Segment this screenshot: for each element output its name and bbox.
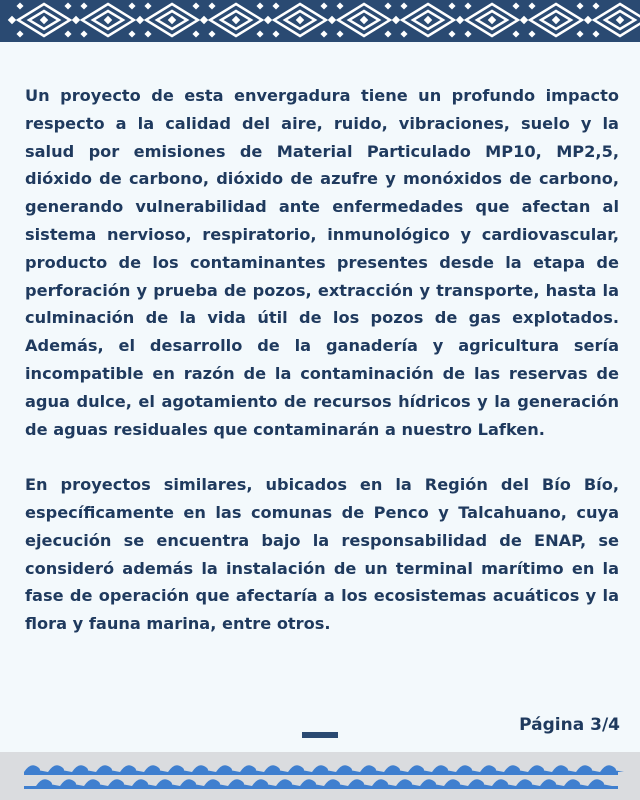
wave-crest-icon	[504, 765, 528, 773]
wave-crest-icon	[384, 765, 408, 773]
wave-crest-icon	[48, 765, 72, 773]
wave-crest-icon	[372, 779, 396, 787]
wave-crest-icon	[420, 779, 444, 787]
wave-pattern-icon	[0, 752, 640, 800]
wave-crest-icon	[192, 765, 216, 773]
wave-crest-icon	[276, 779, 300, 787]
page-divider-dash	[302, 732, 338, 738]
wave-crest-icon	[84, 779, 108, 787]
wave-crest-icon	[540, 779, 564, 787]
wave-crest-icon	[132, 779, 156, 787]
diamond-motif-icon	[592, 2, 640, 37]
connector-dot-icon	[520, 16, 528, 24]
wave-crest-icon	[324, 779, 348, 787]
page-number: Página 3/4	[519, 715, 620, 735]
wave-crest-icon	[24, 765, 48, 773]
geometric-diamond-pattern-icon	[0, 0, 640, 42]
wave-crest-icon	[408, 765, 432, 773]
diamond-motif-icon	[336, 2, 391, 37]
wave-crest-icon	[180, 779, 204, 787]
connector-dot-icon	[200, 16, 208, 24]
connector-dot-icon	[584, 16, 592, 24]
connector-dot-icon	[264, 16, 272, 24]
wave-crest-icon	[252, 779, 276, 787]
connector-dot-icon	[392, 16, 400, 24]
wave-crest-icon	[492, 779, 516, 787]
wave-crest-icon	[156, 779, 180, 787]
wave-crest-icon	[468, 779, 492, 787]
wave-crest-icon	[588, 779, 612, 787]
connector-dot-icon	[136, 16, 144, 24]
paragraph-2: En proyectos similares, ubicados en la Región del Bío Bío, específicamente en las comunas de Penco y Talcahuano, cuya ejecución se encuentra bajo la responsabilidad de ENAP, se consideró además la instalación de un terminal marítimo en la fase de operación que afectaría a los ecosistemas acuáticos y la flora y fauna marina, entre otros.	[25, 475, 619, 634]
wave-crest-icon	[264, 765, 288, 773]
wave-crest-icon	[444, 779, 468, 787]
connector-dot-icon	[456, 16, 464, 24]
wave-crest-icon	[564, 779, 588, 787]
paragraph-1: Un proyecto de esta envergadura tiene un profundo impacto respecto a la calidad del aire, ruido, vibraciones, suelo y la salud por emisiones de Material Particulado MP10, MP2,5, dióxido de carbono, dióxido de azufre y monóxidos de carbono, generando vulnerabilidad ante enfermedades que afectan al sistema nervioso, respiratorio, inmunológico y cardiovascular, producto de los contaminantes presentes desde la etapa de perforación y prueba de pozos, extracción y transporte, hasta la culminación de la vida útil de los pozos de gas explotados. Además, el desarrollo de la ganadería y agricultura sería incompatible en razón de la contaminación de las reservas de agua dulce, el agotamiento de recursos hídricos y la generación de aguas residuales que contaminarán a nuestro Lafken.	[25, 86, 619, 439]
wave-crest-icon	[120, 765, 144, 773]
wave-crest-icon	[600, 765, 624, 773]
wave-crest-icon	[60, 779, 84, 787]
diamond-motif-icon	[528, 2, 583, 37]
wave-crest-icon	[432, 765, 456, 773]
connector-dot-icon	[8, 16, 16, 24]
wave-crest-icon	[456, 765, 480, 773]
wave-crest-icon	[204, 779, 228, 787]
wave-crest-icon	[228, 779, 252, 787]
wave-crest-icon	[144, 765, 168, 773]
diamond-motif-icon	[208, 2, 263, 37]
wave-crest-icon	[396, 779, 420, 787]
wave-crest-icon	[96, 765, 120, 773]
document-body	[25, 82, 619, 638]
wave-base-line	[24, 786, 618, 789]
wave-crest-icon	[312, 765, 336, 773]
wave-crest-icon	[576, 765, 600, 773]
diamond-motif-icon	[80, 2, 135, 37]
diamond-motif-icon	[400, 2, 455, 37]
wave-crest-icon	[216, 765, 240, 773]
wave-crest-icon	[288, 765, 312, 773]
wave-crest-icon	[348, 779, 372, 787]
wave-crest-icon	[300, 779, 324, 787]
header-band	[0, 0, 640, 42]
wave-crest-icon	[552, 765, 576, 773]
diamond-motif-icon	[144, 2, 199, 37]
footer-band	[0, 752, 640, 800]
wave-crest-icon	[72, 765, 96, 773]
wave-crest-icon	[240, 765, 264, 773]
wave-crest-icon	[336, 765, 360, 773]
wave-crest-icon	[516, 779, 540, 787]
diamond-motif-icon	[16, 2, 71, 37]
diamond-motif-icon	[272, 2, 327, 37]
wave-crest-icon	[36, 779, 60, 787]
connector-dot-icon	[72, 16, 80, 24]
wave-crest-icon	[360, 765, 384, 773]
wave-crest-icon	[108, 779, 132, 787]
wave-crest-icon	[480, 765, 504, 773]
wave-crest-icon	[528, 765, 552, 773]
diamond-motif-icon	[464, 2, 519, 37]
connector-dot-icon	[328, 16, 336, 24]
wave-crest-icon	[168, 765, 192, 773]
wave-base-line	[24, 772, 618, 775]
